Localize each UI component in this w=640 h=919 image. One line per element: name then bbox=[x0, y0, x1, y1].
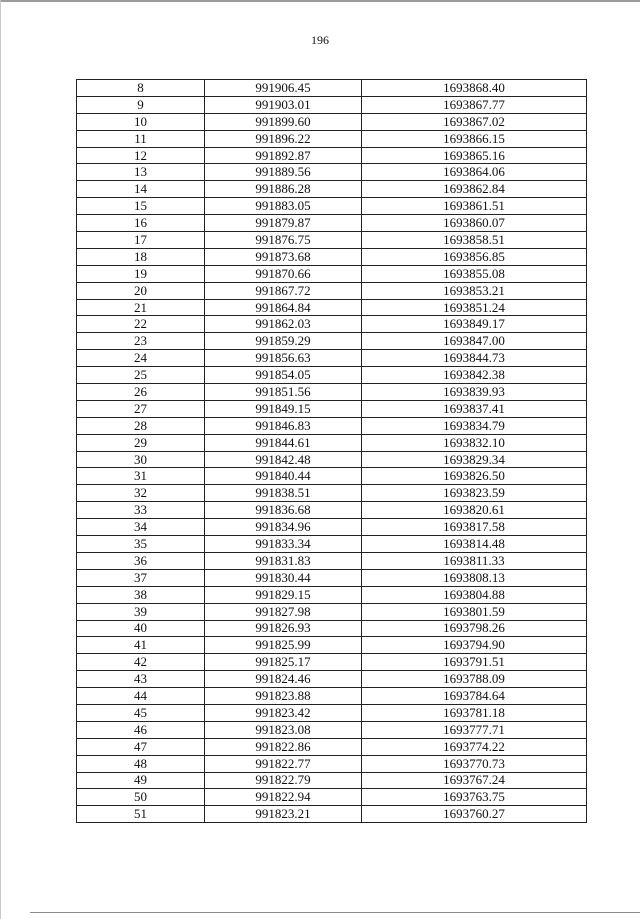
x-coordinate-cell: 991822.94 bbox=[205, 789, 362, 806]
x-coordinate-cell: 991838.51 bbox=[205, 485, 362, 502]
point-number-cell: 10 bbox=[77, 113, 205, 130]
table-row bbox=[77, 552, 587, 569]
point-number-cell: 15 bbox=[77, 198, 205, 215]
table-row bbox=[77, 96, 587, 113]
point-number-cell: 27 bbox=[77, 400, 205, 417]
table-row bbox=[77, 502, 587, 519]
table-row bbox=[77, 519, 587, 536]
x-coordinate-cell: 991896.22 bbox=[205, 130, 362, 147]
table-row bbox=[77, 434, 587, 451]
point-number-cell: 50 bbox=[77, 789, 205, 806]
point-number-cell: 9 bbox=[77, 96, 205, 113]
y-coordinate-cell: 1693820.61 bbox=[362, 502, 587, 519]
y-coordinate-cell: 1693839.93 bbox=[362, 384, 587, 401]
y-coordinate-cell: 1693861.51 bbox=[362, 198, 587, 215]
table-row bbox=[77, 704, 587, 721]
table-row bbox=[77, 789, 587, 806]
point-number-cell: 18 bbox=[77, 248, 205, 265]
y-coordinate-cell: 1693856.85 bbox=[362, 248, 587, 265]
y-coordinate-cell: 1693788.09 bbox=[362, 671, 587, 688]
x-coordinate-cell: 991825.99 bbox=[205, 637, 362, 654]
table-row bbox=[77, 688, 587, 705]
point-number-cell: 42 bbox=[77, 654, 205, 671]
y-coordinate-cell: 1693767.24 bbox=[362, 772, 587, 789]
point-number-cell: 19 bbox=[77, 265, 205, 282]
table-row bbox=[77, 806, 587, 823]
x-coordinate-cell: 991870.66 bbox=[205, 265, 362, 282]
x-coordinate-cell: 991829.15 bbox=[205, 586, 362, 603]
point-number-cell: 29 bbox=[77, 434, 205, 451]
y-coordinate-cell: 1693837.41 bbox=[362, 400, 587, 417]
y-coordinate-cell: 1693804.88 bbox=[362, 586, 587, 603]
table-row bbox=[77, 316, 587, 333]
x-coordinate-cell: 991889.56 bbox=[205, 164, 362, 181]
point-number-cell: 26 bbox=[77, 384, 205, 401]
x-coordinate-cell: 991883.05 bbox=[205, 198, 362, 215]
x-coordinate-cell: 991836.68 bbox=[205, 502, 362, 519]
y-coordinate-cell: 1693868.40 bbox=[362, 80, 587, 97]
table-row bbox=[77, 468, 587, 485]
y-coordinate-cell: 1693851.24 bbox=[362, 299, 587, 316]
y-coordinate-cell: 1693760.27 bbox=[362, 806, 587, 823]
point-number-cell: 8 bbox=[77, 80, 205, 97]
x-coordinate-cell: 991833.34 bbox=[205, 536, 362, 553]
table-row bbox=[77, 198, 587, 215]
y-coordinate-cell: 1693842.38 bbox=[362, 367, 587, 384]
y-coordinate-cell: 1693849.17 bbox=[362, 316, 587, 333]
y-coordinate-cell: 1693763.75 bbox=[362, 789, 587, 806]
x-coordinate-cell: 991823.88 bbox=[205, 688, 362, 705]
point-number-cell: 37 bbox=[77, 569, 205, 586]
y-coordinate-cell: 1693794.90 bbox=[362, 637, 587, 654]
table-row bbox=[77, 248, 587, 265]
point-number-cell: 35 bbox=[77, 536, 205, 553]
table-row bbox=[77, 536, 587, 553]
table-row bbox=[77, 299, 587, 316]
y-coordinate-cell: 1693823.59 bbox=[362, 485, 587, 502]
table-row bbox=[77, 671, 587, 688]
y-coordinate-cell: 1693867.77 bbox=[362, 96, 587, 113]
x-coordinate-cell: 991822.86 bbox=[205, 738, 362, 755]
table-row bbox=[77, 620, 587, 637]
x-coordinate-cell: 991827.98 bbox=[205, 603, 362, 620]
table-row bbox=[77, 164, 587, 181]
x-coordinate-cell: 991823.42 bbox=[205, 704, 362, 721]
point-number-cell: 13 bbox=[77, 164, 205, 181]
table-row bbox=[77, 738, 587, 755]
y-coordinate-cell: 1693858.51 bbox=[362, 232, 587, 249]
point-number-cell: 21 bbox=[77, 299, 205, 316]
x-coordinate-cell: 991859.29 bbox=[205, 333, 362, 350]
x-coordinate-cell: 991844.61 bbox=[205, 434, 362, 451]
table-row bbox=[77, 755, 587, 772]
x-coordinate-cell: 991873.68 bbox=[205, 248, 362, 265]
y-coordinate-cell: 1693770.73 bbox=[362, 755, 587, 772]
page-number: 196 bbox=[311, 33, 329, 47]
y-coordinate-cell: 1693808.13 bbox=[362, 569, 587, 586]
x-coordinate-cell: 991830.44 bbox=[205, 569, 362, 586]
point-number-cell: 36 bbox=[77, 552, 205, 569]
x-coordinate-cell: 991842.48 bbox=[205, 451, 362, 468]
table-row bbox=[77, 265, 587, 282]
table-row bbox=[77, 130, 587, 147]
point-number-cell: 12 bbox=[77, 147, 205, 164]
y-coordinate-cell: 1693860.07 bbox=[362, 215, 587, 232]
point-number-cell: 51 bbox=[77, 806, 205, 823]
table-row bbox=[77, 417, 587, 434]
x-coordinate-cell: 991846.83 bbox=[205, 417, 362, 434]
point-number-cell: 44 bbox=[77, 688, 205, 705]
page-edge-top bbox=[0, 0, 640, 2]
x-coordinate-cell: 991849.15 bbox=[205, 400, 362, 417]
y-coordinate-cell: 1693864.06 bbox=[362, 164, 587, 181]
table-row bbox=[77, 637, 587, 654]
point-number-cell: 23 bbox=[77, 333, 205, 350]
table-row bbox=[77, 80, 587, 97]
y-coordinate-cell: 1693784.64 bbox=[362, 688, 587, 705]
y-coordinate-cell: 1693774.22 bbox=[362, 738, 587, 755]
point-number-cell: 20 bbox=[77, 282, 205, 299]
table-row bbox=[77, 215, 587, 232]
table-row bbox=[77, 181, 587, 198]
point-number-cell: 34 bbox=[77, 519, 205, 536]
x-coordinate-cell: 991864.84 bbox=[205, 299, 362, 316]
point-number-cell: 49 bbox=[77, 772, 205, 789]
x-coordinate-cell: 991856.63 bbox=[205, 350, 362, 367]
x-coordinate-cell: 991823.08 bbox=[205, 721, 362, 738]
y-coordinate-cell: 1693826.50 bbox=[362, 468, 587, 485]
table-row bbox=[77, 772, 587, 789]
y-coordinate-cell: 1693801.59 bbox=[362, 603, 587, 620]
table-row bbox=[77, 113, 587, 130]
y-coordinate-cell: 1693832.10 bbox=[362, 434, 587, 451]
point-number-cell: 45 bbox=[77, 704, 205, 721]
x-coordinate-cell: 991879.87 bbox=[205, 215, 362, 232]
y-coordinate-cell: 1693844.73 bbox=[362, 350, 587, 367]
x-coordinate-cell: 991840.44 bbox=[205, 468, 362, 485]
point-number-cell: 14 bbox=[77, 181, 205, 198]
y-coordinate-cell: 1693811.33 bbox=[362, 552, 587, 569]
x-coordinate-cell: 991826.93 bbox=[205, 620, 362, 637]
point-number-cell: 41 bbox=[77, 637, 205, 654]
y-coordinate-cell: 1693866.15 bbox=[362, 130, 587, 147]
point-number-cell: 47 bbox=[77, 738, 205, 755]
x-coordinate-cell: 991903.01 bbox=[205, 96, 362, 113]
x-coordinate-cell: 991824.46 bbox=[205, 671, 362, 688]
table-row bbox=[77, 367, 587, 384]
y-coordinate-cell: 1693834.79 bbox=[362, 417, 587, 434]
x-coordinate-cell: 991867.72 bbox=[205, 282, 362, 299]
point-number-cell: 22 bbox=[77, 316, 205, 333]
page-edge-bottom bbox=[30, 912, 640, 913]
y-coordinate-cell: 1693798.26 bbox=[362, 620, 587, 637]
coordinates-table-body bbox=[77, 80, 587, 823]
coordinates-table bbox=[76, 79, 587, 823]
table-row bbox=[77, 147, 587, 164]
y-coordinate-cell: 1693867.02 bbox=[362, 113, 587, 130]
point-number-cell: 46 bbox=[77, 721, 205, 738]
x-coordinate-cell: 991822.77 bbox=[205, 755, 362, 772]
point-number-cell: 25 bbox=[77, 367, 205, 384]
y-coordinate-cell: 1693817.58 bbox=[362, 519, 587, 536]
point-number-cell: 39 bbox=[77, 603, 205, 620]
y-coordinate-cell: 1693777.71 bbox=[362, 721, 587, 738]
point-number-cell: 17 bbox=[77, 232, 205, 249]
point-number-cell: 38 bbox=[77, 586, 205, 603]
y-coordinate-cell: 1693847.00 bbox=[362, 333, 587, 350]
table-row bbox=[77, 384, 587, 401]
y-coordinate-cell: 1693791.51 bbox=[362, 654, 587, 671]
y-coordinate-cell: 1693865.16 bbox=[362, 147, 587, 164]
table-row bbox=[77, 232, 587, 249]
x-coordinate-cell: 991823.21 bbox=[205, 806, 362, 823]
x-coordinate-cell: 991851.56 bbox=[205, 384, 362, 401]
point-number-cell: 11 bbox=[77, 130, 205, 147]
y-coordinate-cell: 1693814.48 bbox=[362, 536, 587, 553]
x-coordinate-cell: 991822.79 bbox=[205, 772, 362, 789]
x-coordinate-cell: 991876.75 bbox=[205, 232, 362, 249]
table-row bbox=[77, 333, 587, 350]
point-number-cell: 40 bbox=[77, 620, 205, 637]
x-coordinate-cell: 991899.60 bbox=[205, 113, 362, 130]
y-coordinate-cell: 1693855.08 bbox=[362, 265, 587, 282]
x-coordinate-cell: 991834.96 bbox=[205, 519, 362, 536]
point-number-cell: 24 bbox=[77, 350, 205, 367]
y-coordinate-cell: 1693862.84 bbox=[362, 181, 587, 198]
point-number-cell: 30 bbox=[77, 451, 205, 468]
point-number-cell: 43 bbox=[77, 671, 205, 688]
x-coordinate-cell: 991892.87 bbox=[205, 147, 362, 164]
table-row bbox=[77, 569, 587, 586]
table-row bbox=[77, 400, 587, 417]
x-coordinate-cell: 991854.05 bbox=[205, 367, 362, 384]
table-row bbox=[77, 282, 587, 299]
point-number-cell: 31 bbox=[77, 468, 205, 485]
table-row bbox=[77, 350, 587, 367]
table-row bbox=[77, 603, 587, 620]
y-coordinate-cell: 1693853.21 bbox=[362, 282, 587, 299]
x-coordinate-cell: 991886.28 bbox=[205, 181, 362, 198]
point-number-cell: 16 bbox=[77, 215, 205, 232]
point-number-cell: 28 bbox=[77, 417, 205, 434]
page-edge-left bbox=[0, 0, 1, 919]
point-number-cell: 48 bbox=[77, 755, 205, 772]
point-number-cell: 33 bbox=[77, 502, 205, 519]
table-row bbox=[77, 654, 587, 671]
table-row bbox=[77, 451, 587, 468]
x-coordinate-cell: 991862.03 bbox=[205, 316, 362, 333]
x-coordinate-cell: 991906.45 bbox=[205, 80, 362, 97]
table-row bbox=[77, 485, 587, 502]
table-row bbox=[77, 586, 587, 603]
y-coordinate-cell: 1693829.34 bbox=[362, 451, 587, 468]
x-coordinate-cell: 991825.17 bbox=[205, 654, 362, 671]
table-row bbox=[77, 721, 587, 738]
point-number-cell: 32 bbox=[77, 485, 205, 502]
y-coordinate-cell: 1693781.18 bbox=[362, 704, 587, 721]
x-coordinate-cell: 991831.83 bbox=[205, 552, 362, 569]
